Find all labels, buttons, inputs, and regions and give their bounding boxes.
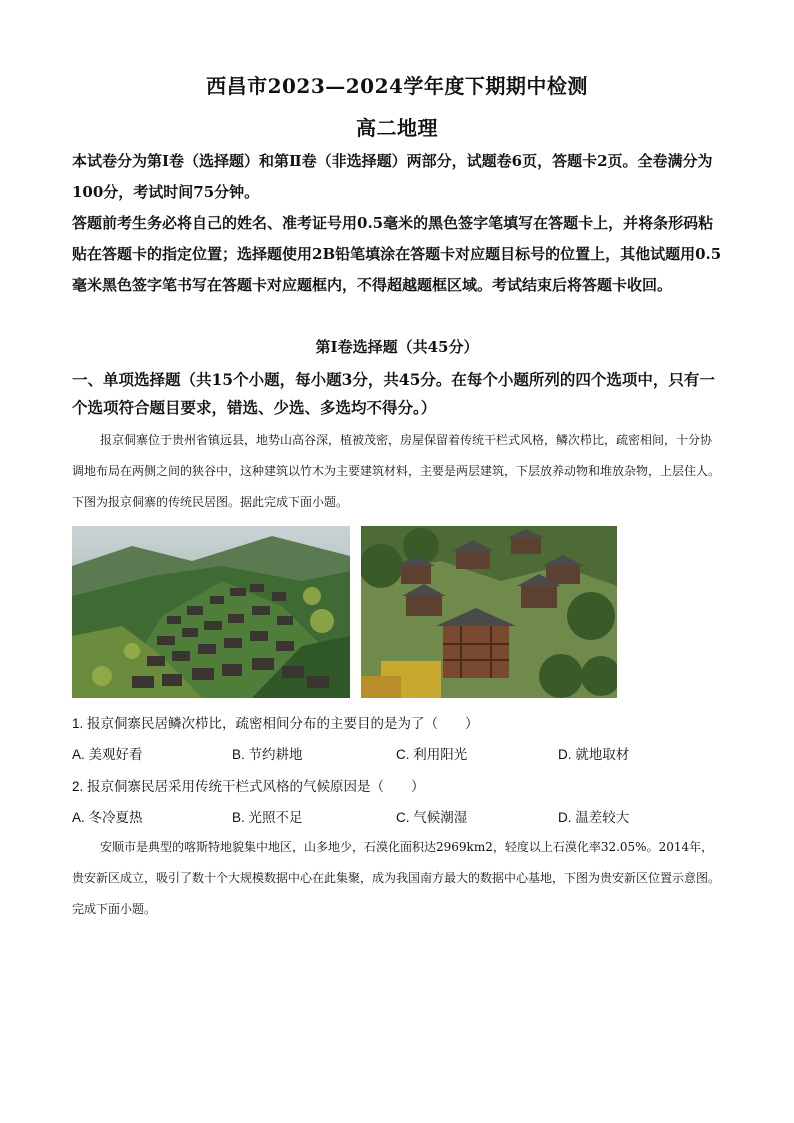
section-title: 第Ⅰ卷选择题（共45分） [315, 338, 479, 356]
question-1-stem: 1. 报京侗寨民居鳞次栉比，疏密相间分布的主要目的是为了（ ） [72, 716, 479, 731]
question-2-stem: 2. 报京侗寨民居采用传统干栏式风格的气候原因是（ ） [72, 779, 425, 794]
village-hillside-photo [72, 526, 350, 698]
question-2-option-b[interactable]: B. 光照不足 [232, 810, 303, 825]
question-2-option-a[interactable]: A. 冬冷夏热 [72, 810, 143, 825]
question-1-option-d[interactable]: D. 就地取材 [558, 747, 630, 762]
passage-1: 报京侗寨位于贵州省镇远县，地势山高谷深，植被茂密，房屋保留着传统干栏式风格，鳞次栉比，疏密相间，十分协调地布局在两侧之间的狭谷中，这种建筑以竹木为主要建筑材料，主要是两层建筑，下层放养动物和堆放杂物，上层住人。下图为报京侗寨的传统民居图。据此完成下面小题。 [72, 433, 721, 509]
question-1-option-a[interactable]: A. 美观好看 [72, 747, 143, 762]
question-1-option-c[interactable]: C. 利用阳光 [396, 747, 468, 762]
passage-2: 安顺市是典型的喀斯特地貌集中地区，山多地少，石漠化面积达2969km2，轻度以上石漠化率32.05%。2014年，贵安新区成立，吸引了数十个大规模数据中心在此集聚，成为我国南方最大的数据中心基地，下图为贵安新区位置示意图。完成下面小题。 [72, 840, 721, 916]
intro-paragraph-1: 本试卷分为第Ⅰ卷（选择题）和第Ⅱ卷（非选择题）两部分，试题卷6页，答题卡2页。全卷满分为100分，考试时间75分钟。 [72, 152, 713, 201]
exam-title: 西昌市2023—2024学年度下期期中检测 [206, 74, 588, 98]
question-2-option-c[interactable]: C. 气候潮湿 [396, 810, 468, 825]
intro-paragraph-2: 答题前考生务必将自己的姓名、准考证号用0.5毫米的黑色签字笔填写在答题卡上，并将条形码粘贴在答题卡的指定位置；选择题使用2B铅笔填涂在答题卡对应题目标号的位置上，其他试题用0.5毫米黑色签字笔书写在答题卡对应题框内，不得超越题框区域。考试结束后将答题卡收回。 [72, 214, 722, 294]
section-instruction: 一、单项选择题（共15个小题，每小题3分，共45分。在每个小题所列的四个选项中，只有一个选项符合题目要求，错选、少选、多选均不得分。） [72, 370, 715, 417]
question-2-option-d[interactable]: D. 温差较大 [558, 810, 630, 825]
stilt-house-photo [361, 526, 617, 698]
exam-subject: 高二地理 [356, 116, 438, 140]
question-1-option-b[interactable]: B. 节约耕地 [232, 747, 303, 762]
